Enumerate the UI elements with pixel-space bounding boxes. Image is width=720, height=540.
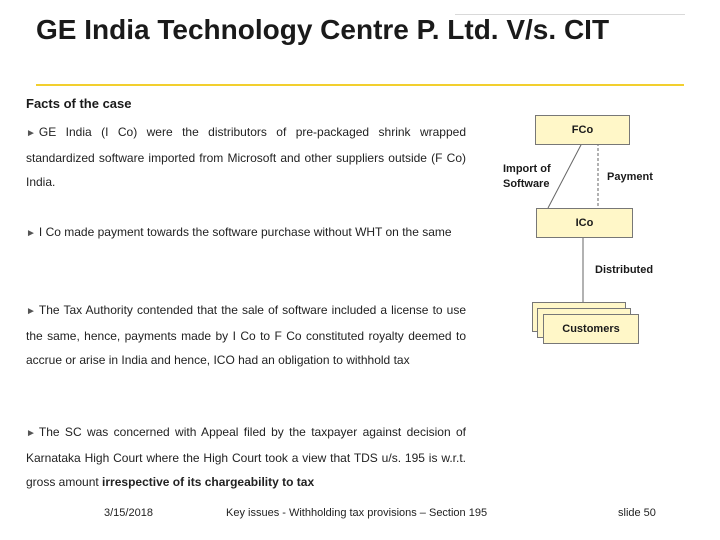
distributed-label: Distributed xyxy=(595,264,654,276)
payment-label: Payment xyxy=(607,171,653,183)
import-label-line2: Software xyxy=(503,178,550,190)
slide-number: slide 50 xyxy=(618,507,656,519)
import-label-line1: Import of xyxy=(503,163,551,175)
bullet-arrow-icon: ► xyxy=(26,128,36,139)
section-heading: Facts of the case xyxy=(26,96,132,111)
bullet-text: I Co made payment towards the software purchase without WHT on the same xyxy=(38,225,452,239)
ico-box: ICo xyxy=(536,208,633,238)
bullet-text: The SC was concerned with Appeal filed by the taxpayer against decision of Karnataka High Court where the High Court took a view that TDS u/s. 195 is w.r.t. gross amount xyxy=(26,425,466,489)
import-label xyxy=(503,162,551,192)
bullet-arrow-icon: ► xyxy=(26,228,36,239)
bullet-arrow-icon: ► xyxy=(26,428,36,439)
fco-box: FCo xyxy=(535,115,630,145)
footer-date: 3/15/2018 xyxy=(104,507,153,519)
slide-title: GE India Technology Centre P. Ltd. V/s. CIT xyxy=(36,14,610,45)
import-connector xyxy=(548,143,582,208)
bullet-bold-text: irrespective of its chargeability to tax xyxy=(102,475,315,489)
footer-title: Key issues - Withholding tax provisions – Section 195 xyxy=(226,507,488,519)
customers-box: Customers xyxy=(543,314,639,344)
bullet-text: The Tax Authority contended that the sale of software included a license to use the same, hence, payments made by I Co to F Co constituted royalty deemed to accrue or arise in India and hence, ICO had an obligation to withhold tax xyxy=(26,303,466,367)
bullet-arrow-icon: ► xyxy=(26,306,36,317)
bullet-text: GE India (I Co) were the distributors of pre-packaged shrink wrapped standardized software imported from Microsoft and other suppliers outside (F Co) India. xyxy=(26,125,466,189)
